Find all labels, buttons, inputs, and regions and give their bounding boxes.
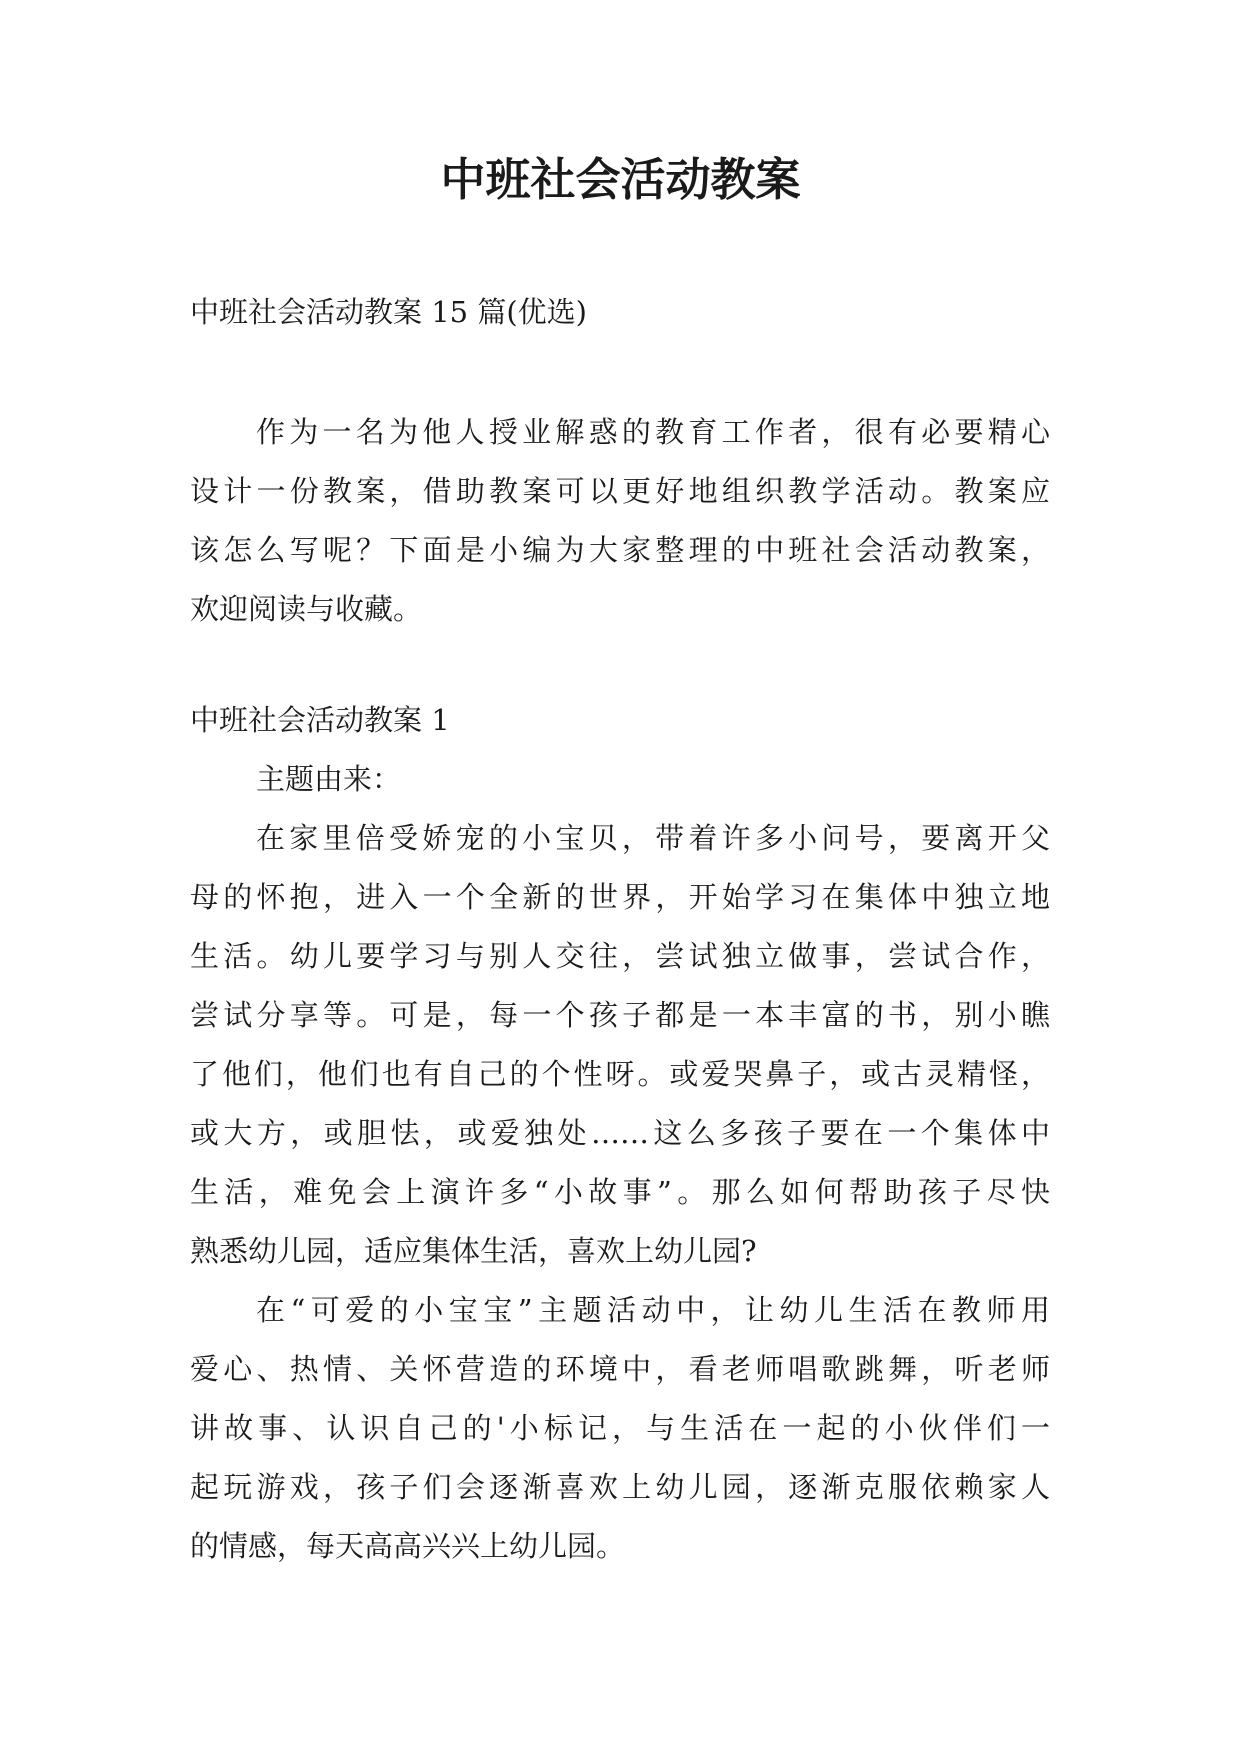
section-subheading: 主题由来： xyxy=(256,762,402,796)
paragraph-line: 生活。幼儿要学习与别人交往，尝试独立做事，尝试合作， xyxy=(190,939,1050,973)
document-subtitle: 中班社会活动教案 15 篇(优选) xyxy=(190,295,587,329)
paragraph-line: 了他们，他们也有自己的个性呀。或爱哭鼻子，或古灵精怪， xyxy=(190,1057,1050,1091)
section-heading: 中班社会活动教案 1 xyxy=(190,703,450,737)
paragraph-line: 在家里倍受娇宠的小宝贝，带着许多小问号，要离开父 xyxy=(256,821,1050,855)
paragraph-line: 起玩游戏，孩子们会逐渐喜欢上幼儿园，逐渐克服依赖家人 xyxy=(190,1470,1050,1504)
section-1 xyxy=(190,691,1050,1576)
intro-line: 设计一份教案，借助教案可以更好地组织教学活动。教案应 xyxy=(190,474,1050,508)
paragraph-line: 母的怀抱，进入一个全新的世界，开始学习在集体中独立地 xyxy=(190,880,1050,914)
intro-line: 欢迎阅读与收藏。 xyxy=(190,592,423,626)
document-title: 中班社会活动教案 xyxy=(440,153,801,206)
paragraph-line: 的情感，每天高高兴兴上幼儿园。 xyxy=(190,1529,626,1563)
paragraph-line: 生活，难免会上演许多“小故事”。那么如何帮助孩子尽快 xyxy=(190,1175,1050,1209)
paragraph-line: 爱心、热情、关怀营造的环境中，看老师唱歌跳舞，听老师 xyxy=(190,1352,1050,1386)
paragraph-line: 或大方，或胆怯，或爱独处……这么多孩子要在一个集体中 xyxy=(190,1116,1050,1150)
intro-paragraph xyxy=(190,403,1050,639)
paragraph-line: 在“可爱的小宝宝”主题活动中，让幼儿生活在教师用 xyxy=(256,1293,1050,1327)
paragraph-line: 尝试分享等。可是，每一个孩子都是一本丰富的书，别小瞧 xyxy=(190,998,1050,1032)
paragraph-line: 熟悉幼儿园，适应集体生活，喜欢上幼儿园? xyxy=(190,1234,757,1268)
paragraph-line: 讲故事、认识自己的'小标记，与生活在一起的小伙伴们一 xyxy=(190,1411,1050,1445)
intro-line: 作为一名为他人授业解惑的教育工作者，很有必要精心 xyxy=(256,415,1050,449)
intro-line: 该怎么写呢？下面是小编为大家整理的中班社会活动教案， xyxy=(190,533,1050,567)
